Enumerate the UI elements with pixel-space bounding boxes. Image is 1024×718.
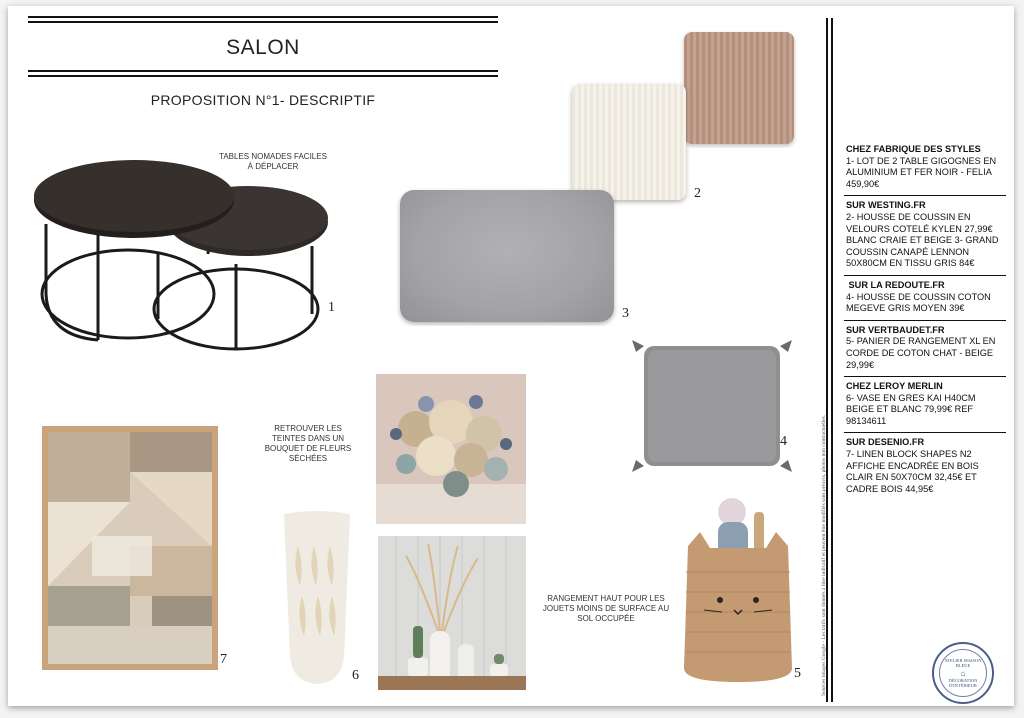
header-rule-top-2 (28, 21, 498, 23)
linen-block-shapes-poster-image (42, 426, 218, 670)
logo-inner (939, 649, 987, 697)
header-rule-bottom-2 (28, 75, 498, 77)
sidebar-section-vertbaudet (844, 321, 1006, 377)
cushion-grey-square-image (626, 336, 798, 476)
sidebar-section-body: 1- LOT DE 2 TABLE GIGOGNES EN ALUMINIUM ET FER NOIR - FELIA 459,90€ (846, 155, 997, 189)
item-number-5: 5 (794, 666, 801, 681)
item-number-3: 3 (622, 306, 629, 321)
vases-photo-image (378, 536, 526, 690)
item-number-2: 2 (694, 186, 701, 201)
sidebar-divider-2 (831, 18, 833, 702)
sidebar-section-desenio (844, 433, 1006, 500)
sidebar-section-head: SUR WESTING.FR (846, 200, 926, 211)
header-rule-bottom (28, 70, 498, 72)
cushion-beige-image (680, 28, 798, 148)
item-number-7: 7 (220, 652, 227, 667)
sidebar-section-head: SUR VERTBAUDET.FR (846, 324, 945, 335)
cushion-grey-long-image (394, 184, 622, 326)
note-rangement: RANGEMENT HAUT POUR LES JOUETS MOINS DE SURFACE AU SOL OCCUPÉE (542, 594, 670, 623)
sidebar-section-fabrique (844, 140, 1006, 196)
note-tables: TABLES NOMADES FACILES À DÉPLACER (219, 152, 327, 171)
sidebar-section-leroymerlin (844, 377, 1006, 433)
sidebar-section-body: 6- VASE EN GRES KAI H40CM BEIGE ET BLANC 79,99€ REF 98134611 (846, 392, 976, 426)
atelier-maison-bleue-logo (932, 642, 994, 704)
sidebar-section-westing (844, 196, 1006, 276)
sidebar-section-body: 5- PANIER DE RANGEMENT XL EN CORDE DE COTON CHAT - BEIGE 29,99€ (846, 336, 996, 370)
logo-bottom-text: DÉCORATION D'INTÉRIEUR (948, 677, 978, 688)
sidebar-section-head: CHEZ FABRIQUE DES STYLES (846, 144, 981, 154)
sidebar-section-head: SUR DESENIO.FR (846, 437, 925, 448)
nesting-tables-image (28, 154, 328, 354)
page-subtitle: PROPOSITION N°1- DESCRIPTIF (150, 92, 376, 108)
moodboard-page (8, 6, 1014, 706)
header-rule-top (28, 16, 498, 18)
logo-top-text: ATELIER MAISON BLEUE (944, 657, 982, 668)
dried-flowers-bouquet-image (376, 374, 526, 524)
sidebar-section-laredoute (844, 276, 1006, 321)
sidebar-product-list (844, 140, 1006, 500)
item-number-6: 6 (352, 668, 359, 683)
page-title: SALON (226, 36, 300, 59)
item-number-4: 4 (780, 434, 787, 449)
sidebar-section-body: 2- HOUSSE DE COUSSIN EN VELOURS COTELÉ KYLEN 27,99€ BLANC CRAIE ET BEIGE 3- GRAND COUSSIN CANAPÉ LENNON 50X80CM EN TISSU GRIS 84€ (846, 211, 999, 269)
sidebar-section-head: CHEZ LEROY MERLIN (846, 381, 943, 392)
sidebar-section-body: 7- LINEN BLOCK SHAPES N2 AFFICHE ENCADRÉE EN BOIS CLAIR EN 50X70CM 32,45€ ET CADRE BOIS 44,95€ (846, 449, 979, 494)
sidebar-section-body: 4- HOUSSE DE COUSSIN COTON MEGEVE GRIS MOYEN 39€ (846, 291, 991, 314)
sidebar-section-head: SUR LA REDOUTE.FR (846, 279, 945, 290)
vase-kai-image (274, 506, 360, 692)
cat-storage-basket-image (674, 492, 802, 688)
item-number-1: 1 (328, 300, 335, 315)
house-icon: ⌂ (960, 668, 966, 678)
note-bouquet: RETROUVER LES TEINTES DANS UN BOUQUET DE FLEURS SÉCHÉES (264, 424, 352, 463)
vertical-disclaimer: Sources images Google - Les tarifs sont donnés à titre indicatif et peuvent être modifiés sans préavis, photos non contractuelles. (821, 414, 827, 696)
